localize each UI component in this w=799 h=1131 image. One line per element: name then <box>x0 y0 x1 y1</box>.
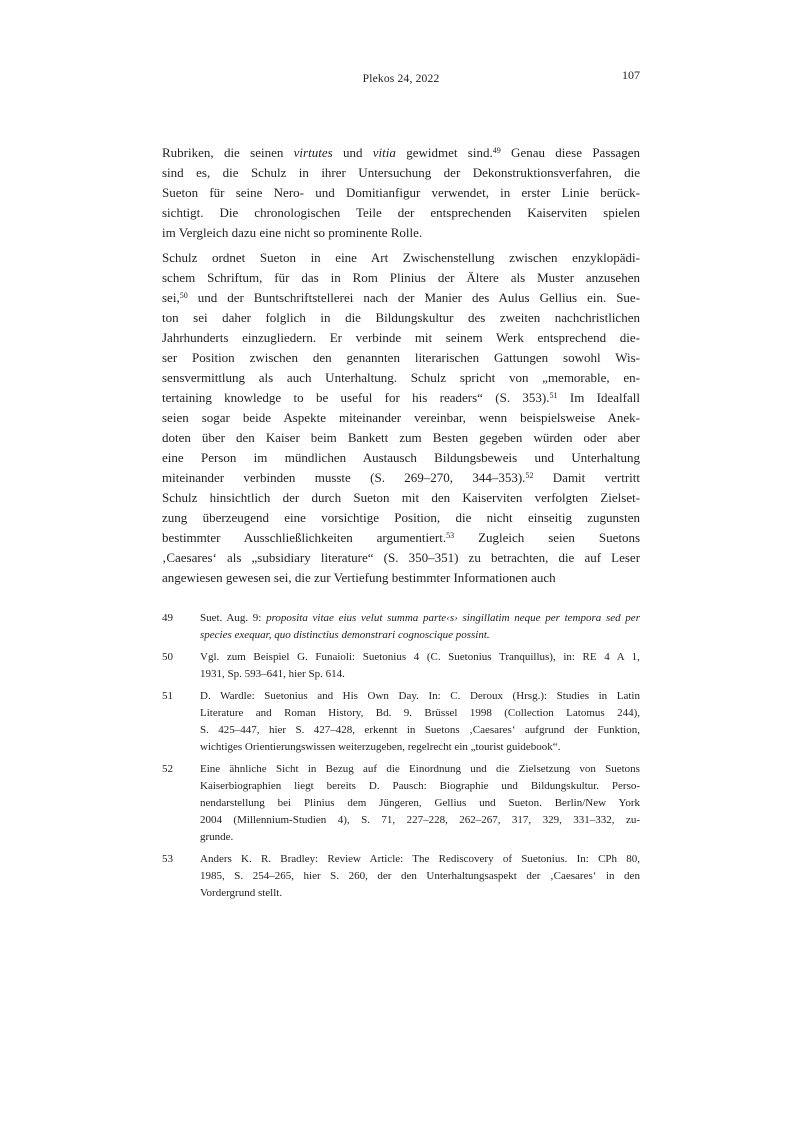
text-line <box>200 739 640 756</box>
paragraph-2 <box>162 248 640 588</box>
text-line-content <box>200 629 490 641</box>
footnote-49 <box>162 610 640 644</box>
text-line-content <box>200 741 560 753</box>
text-line-content <box>162 310 640 325</box>
text-line-content <box>162 350 640 365</box>
text-line <box>162 183 640 203</box>
text-line <box>162 428 640 448</box>
text-line <box>162 163 640 183</box>
text-line-content <box>200 797 640 809</box>
text-run: bestimmter Ausschließlichkeiten argumentiert. <box>162 530 447 545</box>
text-line-content <box>162 490 640 505</box>
text-run: Kaiserbiographien liegt bereits D. Pausch: Biographie und Bildungskultur. Perso- <box>200 780 640 792</box>
text-run: seien sogar beide Aspekte miteinander vereinbar, wenn beispielsweise Anek- <box>162 410 640 425</box>
text-run: 2004 (Millennium-Studien 4), S. 71, 227–228, 262–267, 317, 329, 331–332, zu- <box>200 814 640 826</box>
footnote-text <box>200 610 640 644</box>
body-text <box>162 143 640 593</box>
text-run: 1931, Sp. 593–641, hier Sp. 614. <box>200 668 345 680</box>
text-run: Im Idealfall <box>557 390 640 405</box>
text-line <box>162 268 640 288</box>
text-line <box>200 688 640 705</box>
text-run: Vgl. zum Beispiel G. Funaioli: Suetonius 4 (C. Suetonius Tranquillus), in: RE 4 A 1, <box>200 651 640 663</box>
text-line-content <box>162 550 640 565</box>
text-run: miteinander verbinden musste (S. 269–270, 344–353). <box>162 470 526 485</box>
text-line <box>200 812 640 829</box>
text-run: Jahrhunderts einzugliedern. Er verbinde mit seinem Werk entsprechend die- <box>162 330 640 345</box>
paragraph-1 <box>162 143 640 243</box>
text-run: ton sei daher folglich in die Bildungskultur des zweiten nachchristlichen <box>162 310 640 325</box>
text-run: sichtigt. Die chronologischen Teile der entsprechenden Kaiserviten spielen <box>162 205 640 220</box>
italic-text: virtutes <box>293 145 333 160</box>
text-run: doten über den Kaiser beim Bankett zum Besten gegeben würden oder aber <box>162 430 640 445</box>
text-run: Schulz hinsichtlich der durch Sueton mit den Kaiserviten verfolgten Zielset- <box>162 490 640 505</box>
text-run: schem Schriftum, für das in Rom Plinius der Ältere als Muster anzusehen <box>162 270 640 285</box>
text-run: wichtiges Orientierungswissen weiterzugeben, regelrecht ein „tourist guidebook“. <box>200 741 561 753</box>
text-line <box>200 705 640 722</box>
text-line <box>162 568 640 588</box>
text-line-content <box>200 780 640 792</box>
text-run: Zugleich seien Suetons <box>454 530 640 545</box>
text-line-content <box>162 570 556 585</box>
text-run: Genau diese Passagen <box>500 145 640 160</box>
text-line <box>200 627 640 644</box>
text-line-content <box>200 853 640 865</box>
text-run: und der Buntschriftstellerei nach der Manier des Aulus Gellius ein. Sue- <box>187 290 640 305</box>
text-line <box>162 468 640 488</box>
text-run: sind es, die Schulz in ihrer Untersuchung der Dekonstruktionsverfahren, die <box>162 165 640 180</box>
text-line-content <box>162 145 640 160</box>
text-line-content <box>162 450 640 465</box>
footnote-number: 53 <box>162 853 173 865</box>
text-line-content <box>162 530 640 545</box>
text-line <box>200 649 640 666</box>
footnote-number: 50 <box>162 651 173 663</box>
text-line <box>200 722 640 739</box>
page-number: 107 <box>622 68 640 82</box>
footnote-number: 51 <box>162 690 173 702</box>
journal-title: Plekos 24, 2022 <box>362 73 440 85</box>
text-run: tertaining knowledge to be useful for his readers“ (S. 353). <box>162 390 550 405</box>
text-line <box>162 248 640 268</box>
running-header <box>162 68 640 88</box>
text-run: gewidmet sind. <box>395 145 493 160</box>
footnote-number: 52 <box>162 763 173 775</box>
text-run: Rubriken, die seinen <box>162 145 294 160</box>
text-line-content <box>162 510 640 525</box>
text-line <box>162 223 640 243</box>
text-line-content <box>200 690 640 702</box>
text-line-content <box>162 205 640 220</box>
text-line <box>200 610 640 627</box>
text-run: Eine ähnliche Sicht in Bezug auf die Einordnung und die Zielsetzung von Suetons <box>200 763 640 775</box>
text-run: zung überzeugend eine vorsichtige Position, die nicht einseitig zugunsten <box>162 510 640 525</box>
text-line <box>162 348 640 368</box>
footnote-marker: 52 <box>525 471 534 481</box>
text-run: ser Position zwischen den genannten literarischen Gattungen sowohl Wis- <box>162 350 640 365</box>
text-run: Suet. Aug. 9: <box>200 612 267 624</box>
text-line <box>162 508 640 528</box>
text-run: Vordergrund stellt. <box>200 887 283 899</box>
text-line-content <box>200 724 640 736</box>
text-line <box>200 829 640 846</box>
text-run: Sueton für seine Nero- und Domitianfigur verwendet, in erster Linie berück- <box>162 185 640 200</box>
footnote-50 <box>162 649 640 683</box>
text-line-content <box>162 270 640 285</box>
text-line <box>162 548 640 568</box>
text-run: angewiesen gewesen sei, die zur Vertiefung bestimmter Informationen auch <box>162 570 556 585</box>
text-run: Anders K. R. Bradley: Review Article: The Rediscovery of Suetonius. In: CPh 80, <box>200 853 640 865</box>
text-line-content <box>200 651 640 663</box>
text-line <box>200 666 640 683</box>
footnote-51 <box>162 688 640 756</box>
text-line-content <box>200 763 640 775</box>
text-line <box>162 328 640 348</box>
text-line <box>162 528 640 548</box>
footnote-marker: 50 <box>179 291 188 301</box>
footnote-52 <box>162 761 640 846</box>
text-line <box>200 778 640 795</box>
footnote-marker: 53 <box>446 531 455 541</box>
text-line-content <box>162 185 640 200</box>
text-run: nendarstellung bei Plinius dem Jüngeren, Gellius und Sueton. Berlin/New York <box>200 797 640 809</box>
text-run: 1985, S. 254–265, hier S. 260, der den Unterhaltungsaspekt der ‚Caesares‘ in den <box>200 870 640 882</box>
text-line-content <box>162 250 640 265</box>
italic-text: proposita vitae eius velut summa parte‹s› singillatim neque per tempora sed per <box>266 612 640 624</box>
text-line <box>162 448 640 468</box>
italic-text: species exequar, quo distinctius demonstrari cognoscique possint. <box>200 629 490 641</box>
text-run: sensvermittlung als auch Unterhaltung. Schulz spricht von „memorable, en- <box>162 370 640 385</box>
footnote-marker: 49 <box>492 146 501 156</box>
text-run: grunde. <box>200 831 234 843</box>
text-line <box>200 795 640 812</box>
text-line-content <box>162 225 422 240</box>
text-line <box>200 761 640 778</box>
text-line-content <box>200 870 640 882</box>
footnote-marker: 51 <box>549 391 558 401</box>
footnote-text <box>200 761 640 846</box>
text-line-content <box>162 390 640 405</box>
text-run: D. Wardle: Suetonius and His Own Day. In: C. Deroux (Hrsg.): Studies in Latin <box>200 690 640 702</box>
footnote-number: 49 <box>162 612 173 624</box>
text-line-content <box>200 668 345 680</box>
text-line-content <box>162 290 640 305</box>
text-line <box>200 851 640 868</box>
footnote-text <box>200 688 640 756</box>
text-line-content <box>162 430 640 445</box>
footnotes-block <box>162 610 640 907</box>
text-line <box>200 885 640 902</box>
text-line <box>162 143 640 163</box>
text-line-content <box>162 370 640 385</box>
text-line-content <box>162 410 640 425</box>
text-line <box>162 408 640 428</box>
text-run: Schulz ordnet Sueton in eine Art Zwischenstellung zwischen enzyklopädi- <box>162 250 640 265</box>
text-line <box>162 368 640 388</box>
text-run: eine Person im mündlichen Austausch Bildungsbeweis und Unterhaltung <box>162 450 640 465</box>
text-line-content <box>162 330 640 345</box>
text-line-content <box>200 887 282 899</box>
footnote-text <box>200 851 640 902</box>
text-line <box>162 308 640 328</box>
text-line-content <box>200 814 640 826</box>
text-run: im Vergleich dazu eine nicht so prominente Rolle. <box>162 225 423 240</box>
text-line-content <box>162 470 640 485</box>
text-line <box>200 868 640 885</box>
text-run: ‚Caesares‘ als „subsidiary literature“ (S. 350–351) zu betrachten, die auf Leser <box>162 550 640 565</box>
text-run: Literature and Roman History, Bd. 9. Brüssel 1998 (Collection Latomus 244), <box>200 707 640 719</box>
text-line-content <box>200 612 640 624</box>
footnote-53 <box>162 851 640 902</box>
text-run: Damit vertritt <box>533 470 640 485</box>
italic-text: vitia <box>372 145 396 160</box>
text-run: und <box>332 145 373 160</box>
text-line-content <box>200 707 640 719</box>
text-line <box>162 488 640 508</box>
text-line-content <box>200 831 233 843</box>
text-line-content <box>162 165 640 180</box>
text-line <box>162 203 640 223</box>
text-run: sei, <box>162 290 180 305</box>
text-run: S. 425–447, hier S. 427–428, erkennt in Suetons ‚Caesares‘ aufgrund der Funktion, <box>200 724 640 736</box>
text-line <box>162 288 640 308</box>
footnote-text <box>200 649 640 683</box>
text-line <box>162 388 640 408</box>
